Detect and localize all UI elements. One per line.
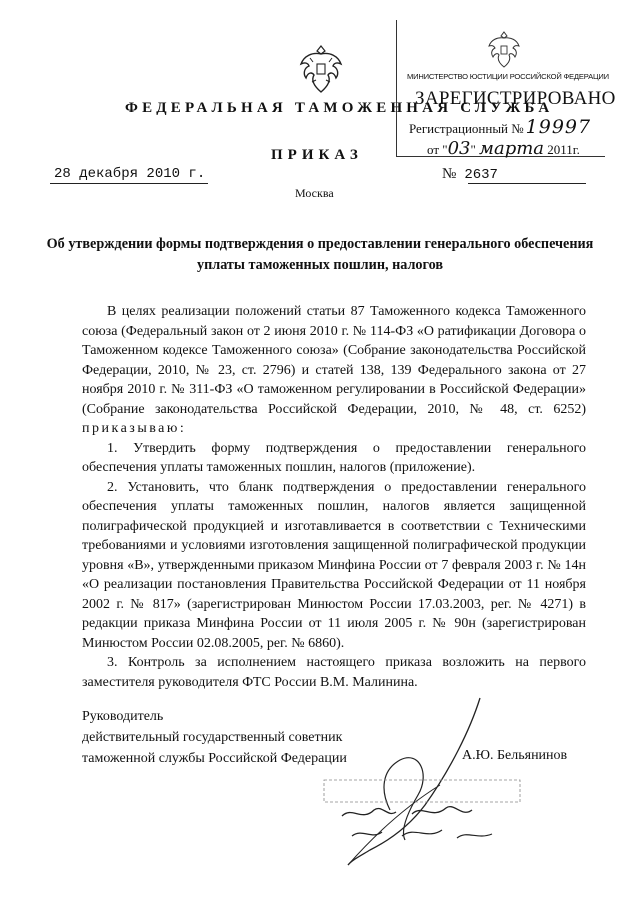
signatory-name: А.Ю. Бельянинов bbox=[462, 748, 568, 763]
preamble-text: В целях реализации положений статьи 87 Таможенного кодекса Таможенного союза (Федеральный закон от 2 июня 2010 г. № 114-ФЗ «О ратификации Договора о Таможенном кодексе Таможенного союза» (Собрание законодательства Российской Федерации, 2010, № 23, ст. 2796) и статей 138, 139 Федерального закона от 27 ноября 2010 г. № 311-ФЗ «О таможенном регулировании в Российской Федерации» (Собрание законодательства Российской Федерации, 2010, № 48, ст. 6252) bbox=[82, 304, 586, 417]
reg-number-value: 19997 bbox=[525, 116, 592, 138]
item-1: 1. Утвердить форму подтверждения о предоставлении генерального обеспечения уплаты таможенных пошлин, налогов (приложение). bbox=[82, 440, 586, 475]
number-underline bbox=[468, 183, 586, 184]
stamp-date-mid: " bbox=[470, 142, 480, 157]
number-value: 2637 bbox=[464, 167, 498, 183]
stamp-emblem-icon bbox=[487, 30, 521, 70]
stamp-date-year: 2011г. bbox=[544, 142, 580, 157]
item-2: 2. Установить, что бланк подтверждения о предоставлении генерального обеспечения уплаты таможенных пошлин, налогов является защищенной полиграфической продукцией и изготавливается в соответствии с Техническими требованиями и условиями изготовления защищенной полиграфической продукции уровня «В», утвержденными приказом Минфина России от 7 февраля 2003 г. № 14н «О реализации постановления Правительства Российской Федерации от 11 ноября 2002 г. № 817» (зарегистрирован Минюстом России 17.03.2003, рег. № 4271) в редакции приказа Минфина России от 11 июля 2005 г. № 90н (зарегистрирован Минюстом России 02.08.2005, рег. № 6860). bbox=[82, 479, 586, 651]
date-underline bbox=[50, 183, 208, 184]
reg-number-label: Регистрационный № bbox=[409, 121, 524, 136]
stamp-ministry-name: МИНИСТЕРСТВО ЮСТИЦИИ РОССИЙСКОЙ ФЕДЕРАЦИИ bbox=[407, 72, 609, 81]
stamp-date-month: марта bbox=[479, 138, 545, 159]
stamp-registered-label: ЗАРЕГИСТРИРОВАНО bbox=[415, 88, 616, 109]
document-title: Об утверждении формы подтверждения о предоставлении генерального обеспечения уплаты таможенных пошлин, налогов bbox=[46, 236, 594, 273]
registration-stamp bbox=[396, 20, 616, 159]
coat-of-arms-emblem bbox=[298, 42, 344, 96]
signatory-role bbox=[82, 706, 347, 769]
role-line-1: Руководитель bbox=[82, 709, 164, 724]
stamp-registration-number bbox=[409, 116, 591, 138]
role-line-2: действительный государственный советник bbox=[82, 730, 343, 745]
approval-stamp bbox=[322, 778, 522, 848]
stamp-registration-date bbox=[427, 138, 580, 159]
stamp-date-prefix: от " bbox=[427, 142, 448, 157]
city: Москва bbox=[295, 186, 334, 200]
document-body bbox=[82, 302, 586, 692]
number-label: № bbox=[442, 166, 457, 182]
agency-name: ФЕДЕРАЛЬНАЯ ТАМОЖЕННАЯ СЛУЖБА bbox=[125, 100, 554, 116]
preamble-paragraph bbox=[82, 302, 586, 439]
order-word: приказываю: bbox=[82, 421, 187, 436]
item-3: 3. Контроль за исполнением настоящего приказа возложить на первого заместителя руководителя ФТС России В.М. Малинина. bbox=[82, 655, 586, 690]
role-line-3: таможенной службы Российской Федерации bbox=[82, 751, 347, 766]
stamp-date-day: 03 bbox=[447, 138, 471, 159]
document-type: ПРИКАЗ bbox=[271, 147, 363, 163]
order-date: 28 декабря 2010 г. bbox=[54, 166, 206, 182]
order-number bbox=[442, 166, 498, 183]
